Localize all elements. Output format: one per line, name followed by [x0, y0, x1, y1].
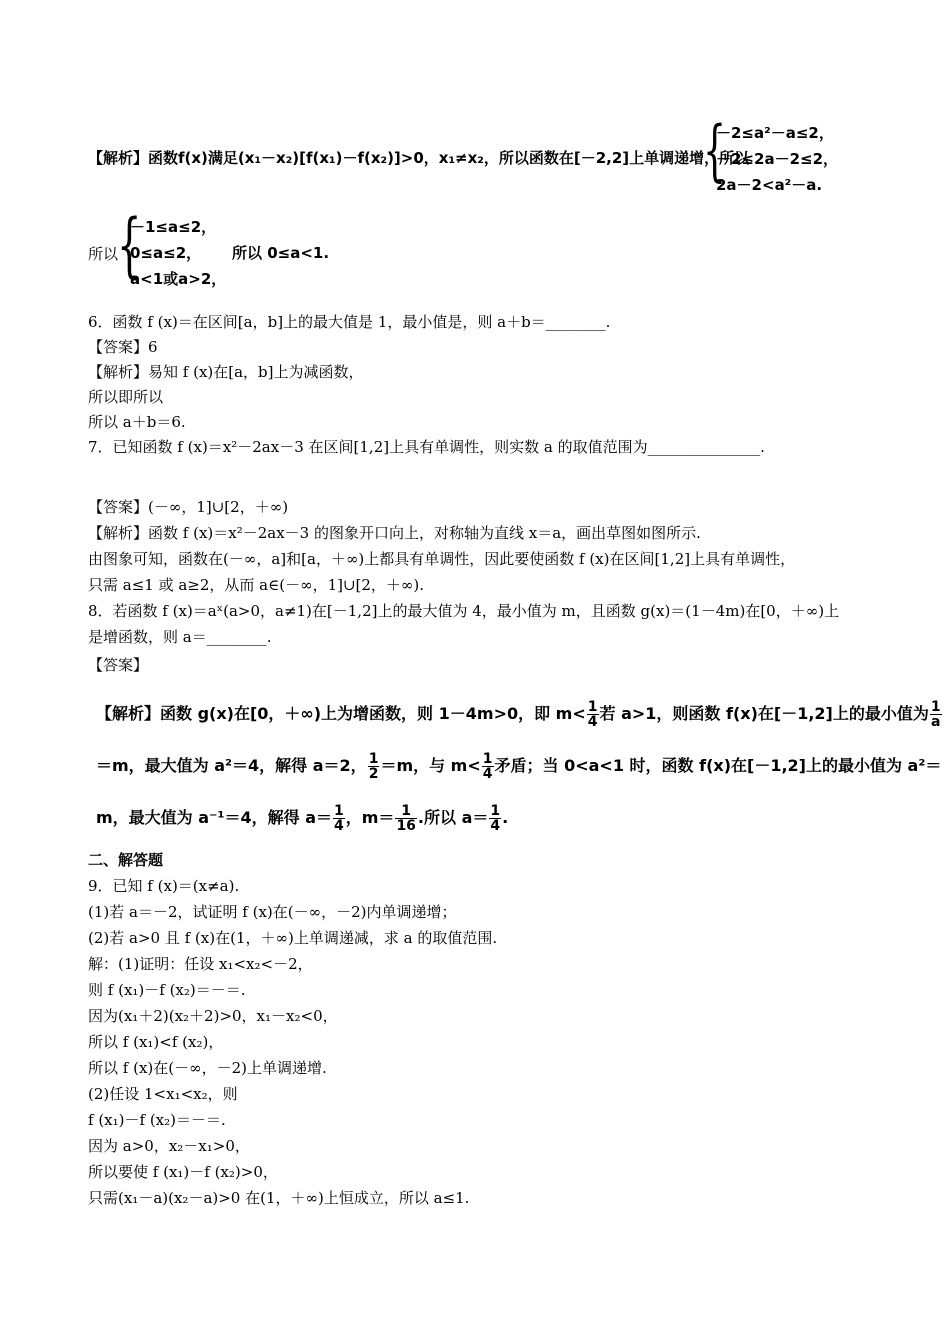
case-1: －2≤a²－a≤2， [716, 124, 834, 142]
fraction [368, 752, 380, 781]
q7-answer: 【答案】(－∞，1]∪[2，＋∞) [88, 498, 289, 516]
q9-solution-line: 解：(1)证明：任设 x₁<x₂<－2， [88, 955, 313, 973]
denominator: 2 [368, 766, 379, 782]
case-2: －2≤2a－2≤2， [716, 150, 839, 168]
q6-stem: 6．函数 f (x)＝在区间[a，b]上的最大值是 1，最小值是，则 a＋b＝________. [88, 313, 611, 331]
denominator: 16 [396, 818, 416, 834]
denominator: 4 [490, 818, 501, 834]
text: ＝m，最大值为 a²＝4，解得 a＝2， [96, 756, 367, 775]
fraction [489, 804, 501, 833]
left-brace: { [117, 204, 142, 286]
fraction [395, 804, 416, 833]
text: ，m＝ [345, 808, 395, 827]
q7-analysis-line: 由图象可知，函数在(－∞，a]和[a，＋∞)上都具有单调性，因此要使函数 f (x)在区间[1,2]上具有单调性， [88, 550, 796, 568]
case-6: a<1或a>2， [130, 270, 227, 288]
analysis-line: 【解析】函数f(x)满足(x₁－x₂)[f(x₁)－f(x₂)]>0，x₁≠x₂，所以函数在[－2,2]上单调递增，所以 [88, 149, 750, 167]
q8-analysis-line [96, 752, 941, 781]
q6-analysis: 【解析】易知 f (x)在[a，b]上为减函数， [88, 363, 364, 381]
text: 【解析】函数 g(x)在[0，＋∞)上为增函数，则 1－4m>0，即 m< [96, 704, 586, 723]
numerator: 1 [368, 751, 379, 767]
q9-part-2: (2)若 a>0 且 f (x)在(1，＋∞)上单调递减，求 a 的取值范围. [88, 929, 498, 947]
numerator: 1 [930, 699, 941, 715]
q9-solution-line: 则 f (x₁)－f (x₂)＝－＝. [88, 981, 246, 999]
fraction [333, 804, 345, 833]
numerator: 1 [587, 699, 598, 715]
q9-solution-line: (2)任设 1<x₁<x₂，则 [88, 1085, 238, 1103]
case-4: －1≤a≤2， [130, 218, 217, 236]
denominator: 4 [334, 818, 344, 834]
text: . [502, 808, 509, 827]
denominator: a [931, 714, 941, 730]
fraction [930, 700, 942, 729]
denominator: 4 [587, 714, 598, 730]
q6-step: 所以即所以 [88, 388, 164, 406]
q7-analysis: 【解析】函数 f (x)＝x²－2ax－3 的图象开口向上，对称轴为直线 x＝a，画出草图如图所示. [88, 524, 701, 542]
text: 若 a>1，则函数 f(x)在[－1,2]上的最小值为 [599, 704, 929, 723]
fraction [482, 752, 494, 781]
numerator: 1 [490, 803, 501, 819]
section-heading: 二、解答题 [88, 851, 164, 869]
denominator: 4 [482, 766, 493, 782]
q7-analysis-line: 只需 a≤1 或 a≥2，从而 a∈(－∞，1]∪[2，＋∞). [88, 576, 425, 594]
q8-analysis-line [96, 700, 943, 729]
q6-step: 所以 a＋b＝6. [88, 413, 186, 431]
q9-solution-line: 只需(x₁－a)(x₂－a)>0 在(1，＋∞)上恒成立，所以 a≤1. [88, 1189, 470, 1207]
q8-stem: 8．若函数 f (x)＝aˣ(a>0，a≠1)在[－1,2]上的最大值为 4，最小值为 m，且函数 g(x)＝(1－4m)在[0，＋∞)上 [88, 602, 840, 620]
q6-answer: 【答案】6 [88, 338, 158, 356]
text: ＝m，与 m< [380, 756, 481, 775]
numerator: 1 [482, 751, 493, 767]
numerator: 1 [395, 804, 416, 819]
so-label: 所以 [88, 245, 119, 263]
q8-answer: 【答案】 [88, 656, 149, 674]
q7-stem: 7．已知函数 f (x)＝x²－2ax－3 在区间[1,2]上具有单调性，则实数 a 的取值范围为_______________. [88, 438, 765, 456]
case-5: 0≤a≤2， [130, 244, 202, 262]
left-brace: { [703, 112, 727, 189]
q9-solution-line: 所以要使 f (x₁)－f (x₂)>0， [88, 1163, 278, 1181]
q9-part-1: (1)若 a＝－2，试证明 f (x)在(－∞，－2)内单调递增； [88, 903, 457, 921]
q9-solution-line: 因为 a>0，x₂－x₁>0， [88, 1137, 250, 1155]
q9-solution-line: 所以 f (x₁)<f (x₂)， [88, 1033, 224, 1051]
conclusion: 所以 0≤a<1. [232, 244, 330, 262]
q8-stem: 是增函数，则 a＝________. [88, 628, 272, 646]
q9-solution-line: f (x₁)－f (x₂)＝－＝. [88, 1111, 226, 1129]
text: m，最大值为 a⁻¹＝4，解得 a＝ [96, 808, 332, 827]
q9-stem: 9．已知 f (x)＝(x≠a). [88, 877, 240, 895]
fraction [587, 700, 599, 729]
case-3: 2a－2<a²－a. [716, 176, 823, 194]
text: .所以 a＝ [417, 808, 489, 827]
q9-solution-line: 所以 f (x)在(－∞，－2)上单调递增. [88, 1059, 327, 1077]
text: 矛盾；当 0<a<1 时，函数 f(x)在[－1,2]上的最小值为 a²＝ [494, 756, 942, 775]
q9-solution-line: 因为(x₁＋2)(x₂＋2)>0，x₁－x₂<0， [88, 1007, 338, 1025]
q8-analysis-line [96, 804, 508, 833]
numerator: 1 [334, 803, 344, 819]
